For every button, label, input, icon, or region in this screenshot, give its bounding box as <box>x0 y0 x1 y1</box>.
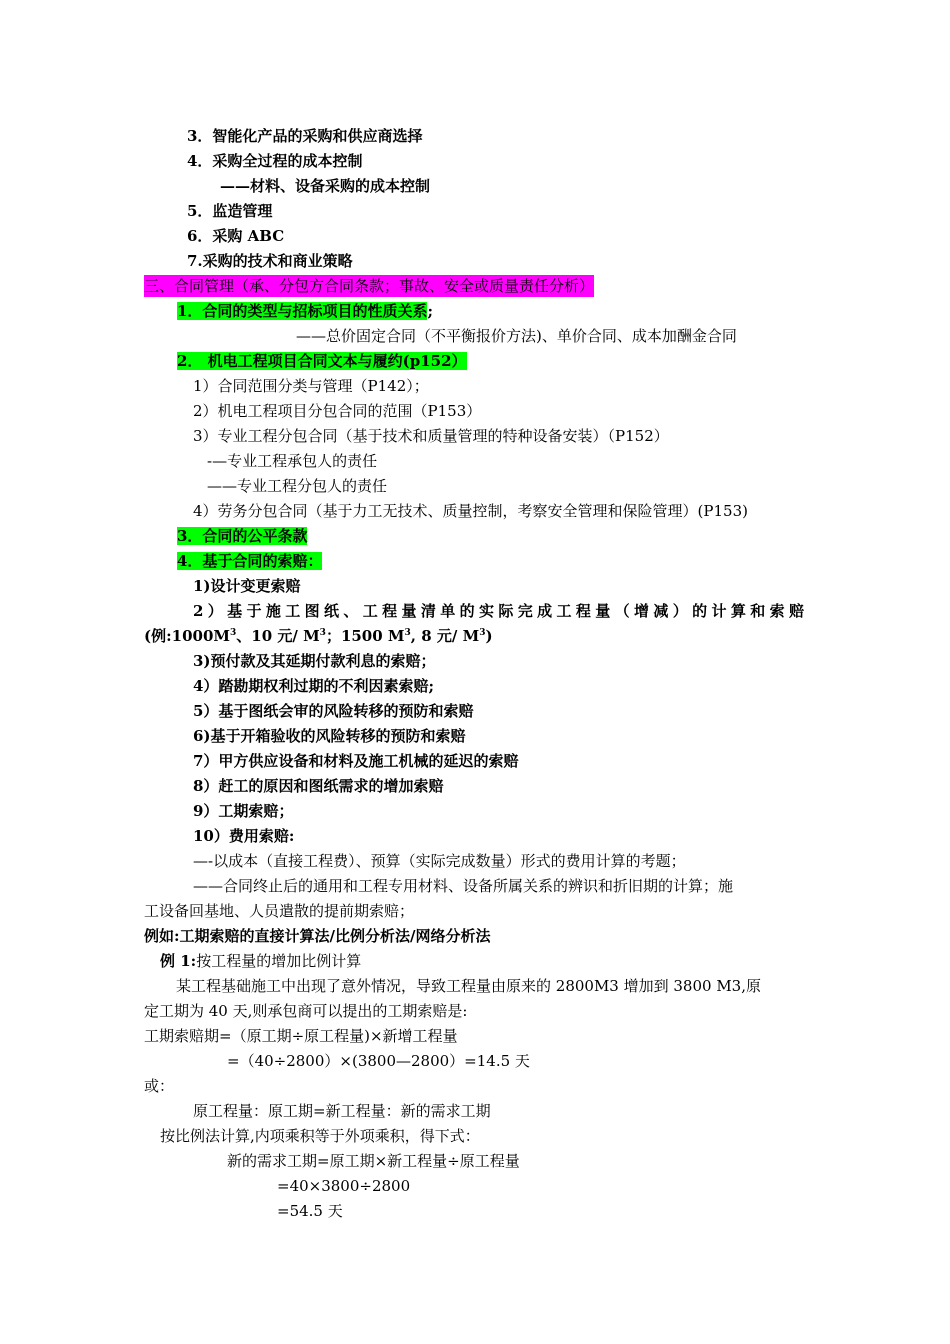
purchase-item-4: 4．采购全过程的成本控制 <box>187 152 363 170</box>
claim-item-2-text: 2）基于施工图纸、工程量清单的实际完成工程量（增减）的计算和索赔 <box>193 602 805 620</box>
superscript: 3 <box>404 628 411 638</box>
claim-example-part: , 8 元/ M <box>410 627 480 645</box>
section-3-heading: 三、合同管理（承、分包方合同条款；事故、安全或质量责任分析） <box>144 277 595 295</box>
formula-line-1: 工期索赔期=（原工期÷原工程量)×新增工程量 <box>144 1027 458 1045</box>
purchase-item-7: 7.采购的技术和商业策略 <box>187 252 353 270</box>
superscript: 3 <box>230 628 237 638</box>
contract-type-title-tail: ; <box>427 302 433 320</box>
cost-claim-note-a: —-以成本（直接工程费）、预算（实际完成数量）形式的费用计算的考题； <box>193 852 686 870</box>
claim-item-4: 4）踏勘期权利过期的不利因素索赔; <box>193 677 434 695</box>
example-1-title <box>160 950 361 972</box>
example-paragraph-line2: 定工期为 40 天,则承包商可以提出的工期索赔是: <box>144 1002 468 1020</box>
list-item: 2）机电工程项目分包合同的范围（P153） <box>193 402 482 420</box>
list-item: 3）专业工程分包合同（基于技术和质量管理的特种设备安装）（P152） <box>193 427 669 445</box>
claim-example-part: 、10 元/ M <box>236 627 320 645</box>
claim-example-part: ) <box>485 627 493 645</box>
list-item: 4）劳务分包合同（基于力工无技术、质量控制，考察安全管理和保险管理）(P153) <box>193 502 748 520</box>
formula-line-3: 新的需求工期=原工期×新工程量÷原工程量 <box>227 1152 520 1170</box>
purchase-item-5: 5．监造管理 <box>187 202 273 220</box>
claim-item-7: 7）甲方供应设备和材料及施工机械的延迟的索赔 <box>193 752 519 770</box>
example-1-label: 例 1: <box>160 952 197 970</box>
claims-heading <box>177 550 322 572</box>
claim-item-9: 9）工期索赔； <box>193 802 294 820</box>
claim-item-6: 6)基于开箱验收的风险转移的预防和索赔 <box>193 727 466 745</box>
contract-text-title: 2． 机电工程项目合同文本与履约(p152） <box>177 352 467 370</box>
fair-terms-heading <box>177 525 307 547</box>
claim-item-1: 1)设计变更索赔 <box>193 577 301 595</box>
purchase-item-4-sub: ——材料、设备采购的成本控制 <box>220 177 431 195</box>
fair-terms-title: 3．合同的公平条款 <box>177 527 308 545</box>
cost-claim-note-b-cont: 工设备回基地、人员遣散的提前期索赔； <box>144 902 415 920</box>
claim-example-part: ；1500 M <box>325 627 405 645</box>
claim-item-2-line1 <box>193 600 805 622</box>
superscript: 3 <box>319 628 326 638</box>
formula-line-2: =（40÷2800）×(3800—2800）=14.5 天 <box>227 1052 530 1070</box>
purchase-item-3: 3．智能化产品的采购和供应商选择 <box>187 127 423 145</box>
list-item: -—专业工程承包人的责任 <box>207 452 378 470</box>
method-text: 按比例法计算,内项乘积等于外项乘积，得下式： <box>160 1127 480 1145</box>
contract-type-title: 1．合同的类型与招标项目的性质关系 <box>177 302 428 320</box>
contract-type-heading <box>177 300 433 322</box>
claim-item-2-line2 <box>144 625 493 647</box>
contract-text-heading <box>177 350 467 372</box>
formula-line-4: =40×3800÷2800 <box>277 1177 411 1195</box>
list-item: ——专业工程分包人的责任 <box>207 477 388 495</box>
or-text: 或： <box>144 1077 175 1095</box>
purchase-item-6: 6．采购 ABC <box>187 227 285 245</box>
claim-item-5: 5）基于图纸会审的风险转移的预防和索赔 <box>193 702 474 720</box>
example-heading: 例如:工期索赔的直接计算法/比例分析法/网络分析法 <box>144 927 491 945</box>
ratio-text: 原工程量：原工期=新工程量：新的需求工期 <box>193 1102 491 1120</box>
example-1-text: 按工程量的增加比例计算 <box>196 952 362 970</box>
claim-item-3: 3)预付款及其延期付款利息的索赔； <box>193 652 436 670</box>
superscript: 3 <box>479 628 486 638</box>
claim-item-8: 8）赶工的原因和图纸需求的增加索赔 <box>193 777 444 795</box>
formula-line-5: =54.5 天 <box>277 1202 343 1220</box>
claims-title: 4．基于合同的索赔： <box>177 552 323 570</box>
cost-claim-note-b: ——合同终止后的通用和工程专用材料、设备所属关系的辨识和折旧期的计算；施 <box>193 877 734 895</box>
claim-item-10: 10）费用索赔: <box>193 827 295 845</box>
contract-type-note: ——总价固定合同（不平衡报价方法)、单价合同、成本加酬金合同 <box>296 327 737 345</box>
example-paragraph-line1: 某工程基础施工中出现了意外情况，导致工程量由原来的 2800M3 增加到 3800 M3,原 <box>176 977 761 995</box>
claim-example-part: (例:1000M <box>144 627 230 645</box>
list-item: 1）合同范围分类与管理（P142）； <box>193 377 429 395</box>
